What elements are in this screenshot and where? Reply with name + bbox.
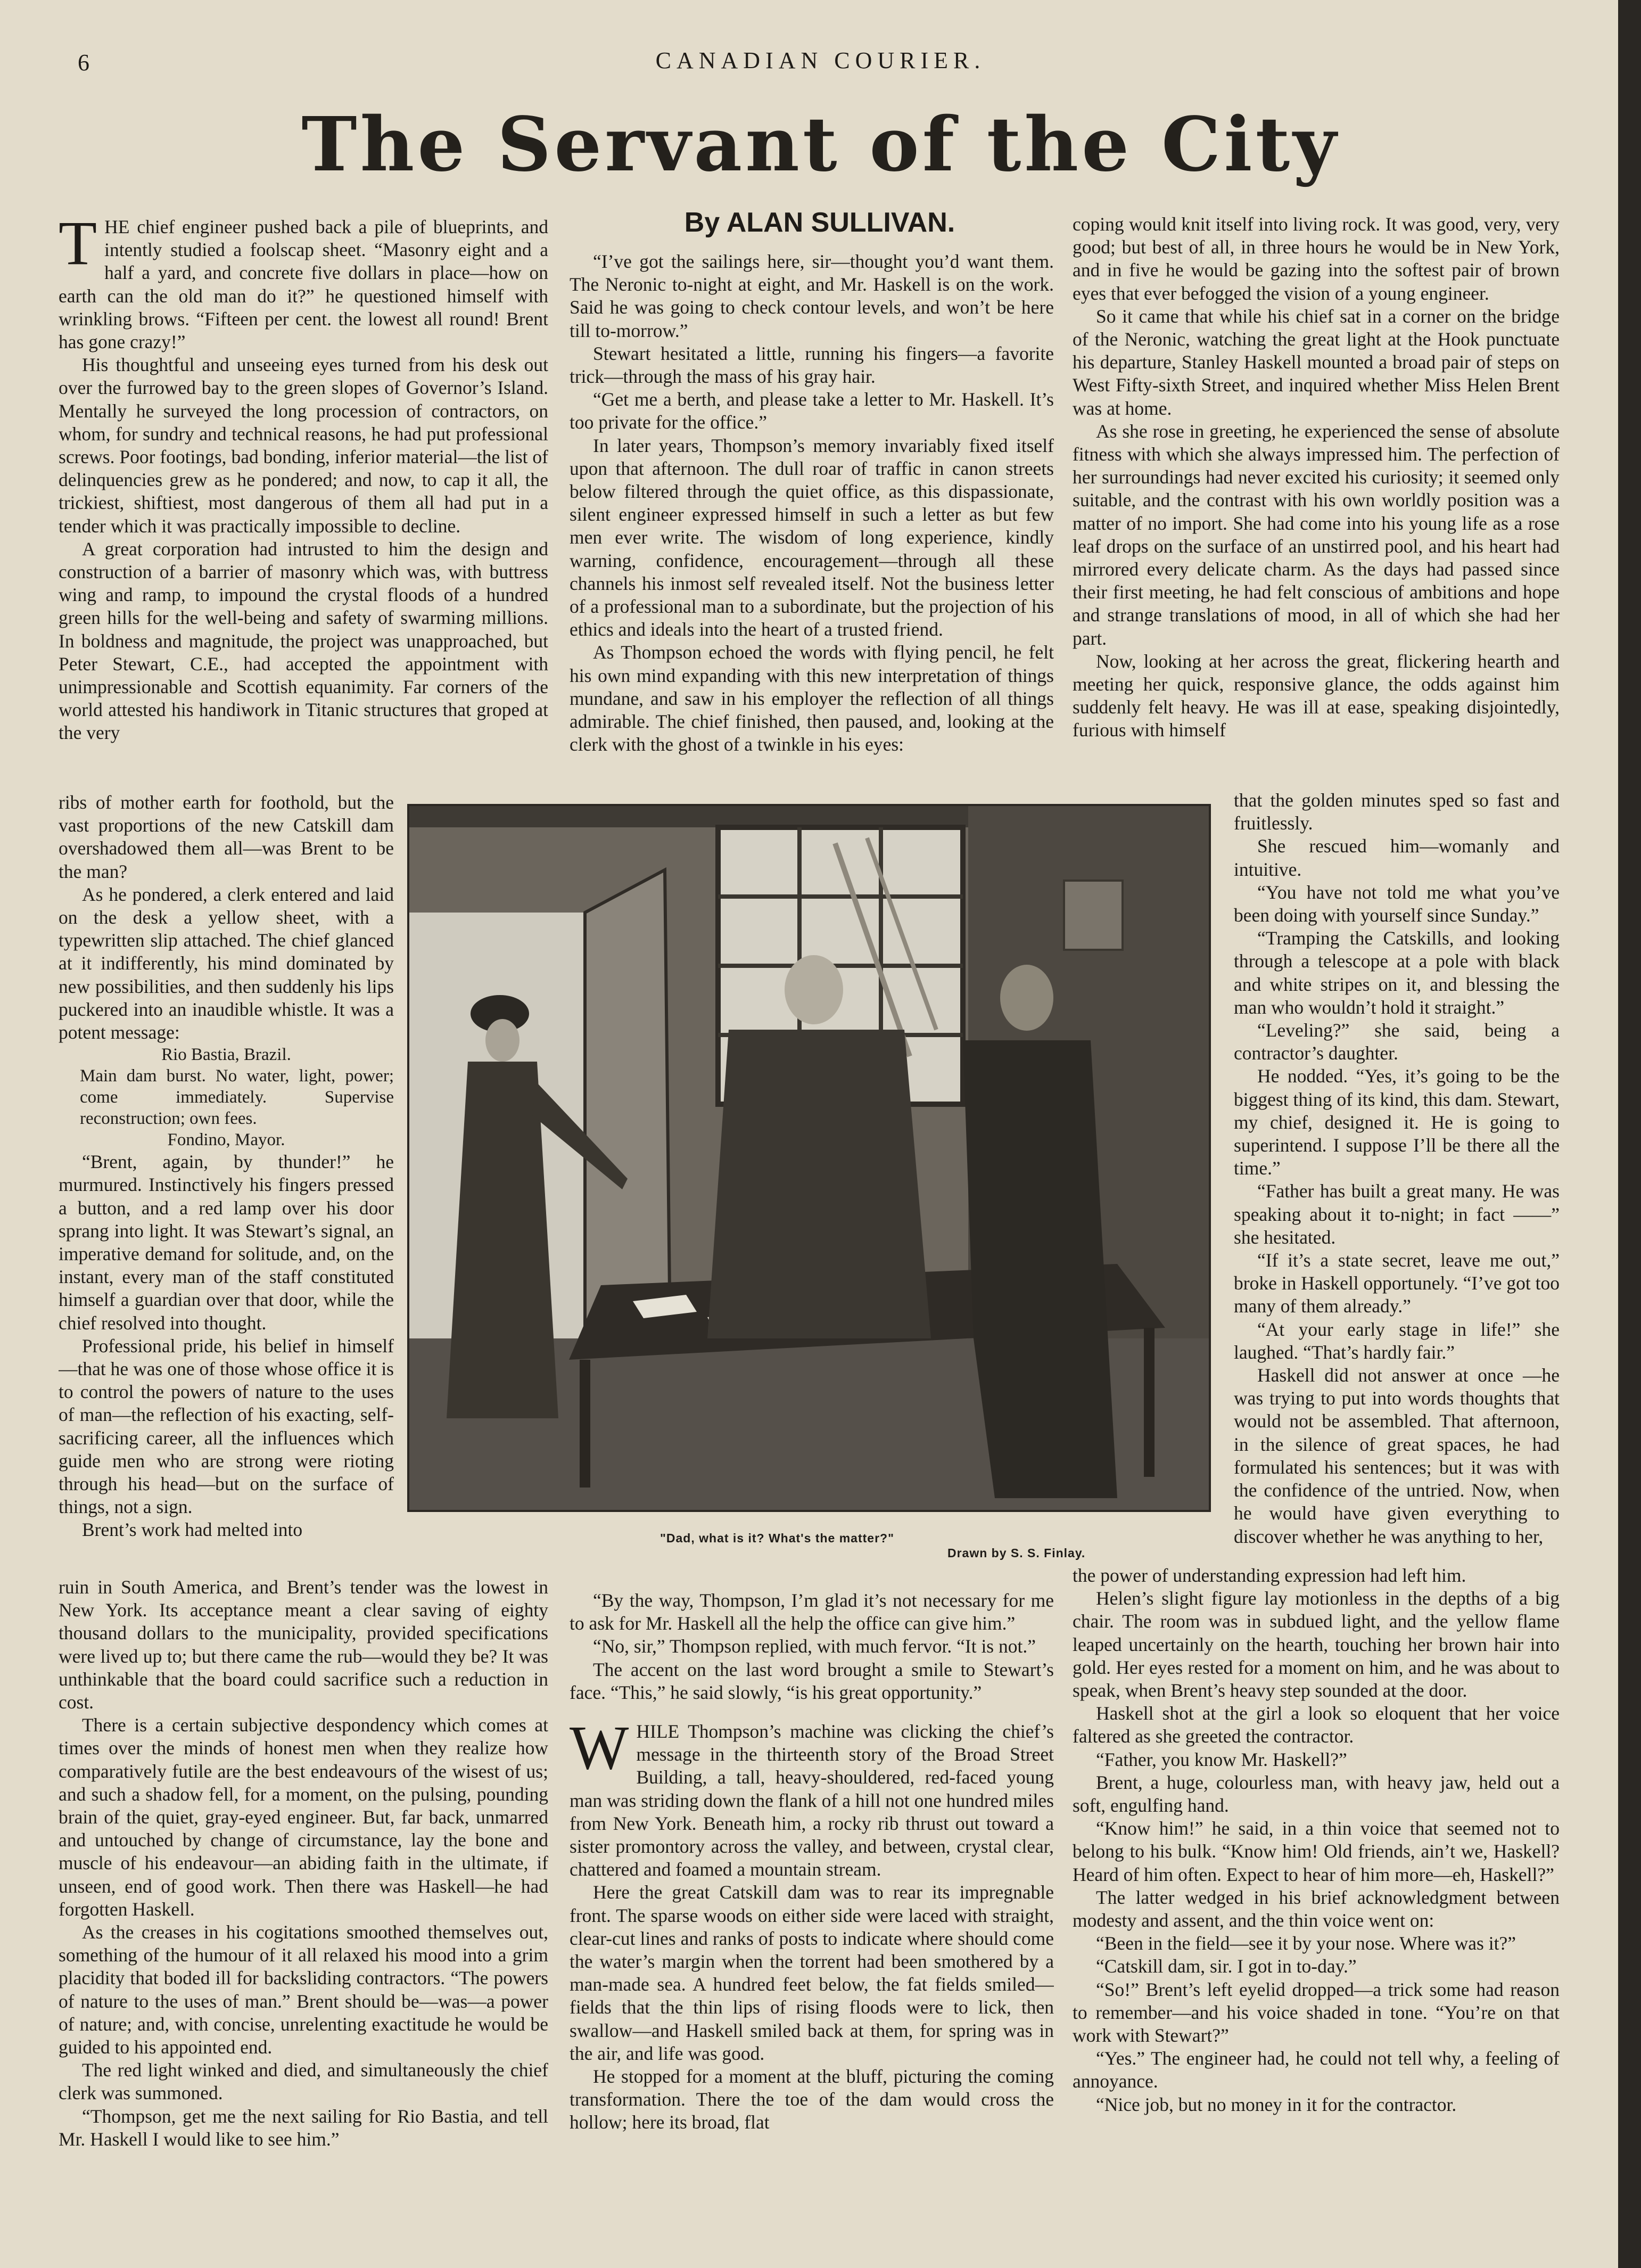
column-2-top: [570, 250, 1054, 809]
paragraph: Haskell did not answer at once —he was trying to put into words thoughts that would not be assembled. That afternoon, in the silence of great spaces, he had formulated his sentences; but it was with the confidence of the untried. Now, when he would have given everything to discover whether he was anything to her,: [1234, 1365, 1560, 1547]
article-title: The Servant of the City: [301, 101, 1340, 188]
paragraph: So it came that while his chief sat in a corner on the bridge of the Neronic, watching the great light at the Hook punctuate his departure, Stanley Haskell mounted a broad pair of steps on West Fifty-sixth Street, and inquired whether Miss Helen Brent was at home.: [1073, 305, 1560, 419]
paragraph: “By the way, Thompson, I’m glad it’s not necessary for me to ask for Mr. Haskell all the help the office can give him.”: [570, 1590, 1054, 1634]
paragraph: He nodded. “Yes, it’s going to be the biggest thing of its kind, this dam. Stewart, my chief, designed it. He is going to superintend. I suppose I’ll be there all the time.”: [1234, 1065, 1560, 1179]
paragraph: WHILE Thompson’s machine was clicking the chief’s message in the thirteenth story of the Broad Street Building, a tall, heavy-shouldered, red-faced young man was striding down the flank of a hill not one hundred miles from New York. Beneath him, a rocky rib thrust out toward a sister promontory across the valley, and between, crystal clear, chattered and foamed a mountain stream.: [570, 1713, 1054, 1880]
paragraph: As Thompson echoed the words with flying pencil, he felt his own mind expanding with this new interpretation of things mundane, and saw in his employer the reflection of all things admirable. The chief finished, then paused, and, looking at the clerk with the ghost of a twinkle in his eyes:: [570, 642, 1054, 755]
column-3-top: [1073, 213, 1560, 788]
paragraph: “Nice job, but no money in it for the contractor.: [1096, 2093, 1457, 2115]
paragraph: “Thompson, get me the next sailing for Rio Bastia, and tell Mr. Haskell I would like to see him.”: [59, 2105, 548, 2150]
column-1-bottom: [59, 1576, 548, 2177]
paragraph: Brent, a huge, colourless man, with heavy jaw, held out a soft, engulfing hand.: [1073, 1771, 1560, 1817]
paragraph: “No, sir,” Thompson replied, with much fervor. “It is not.”: [593, 1636, 1036, 1657]
paragraph: As the creases in his cogitations smoothed themselves out, something of the humour of it all relaxed his mood into a grim placidity that boded ill for backsliding contractors. “The powers of nature to the uses of man.” Brent should be—was—a power of nature; and, with concise, unrelenting exactitude he would be guided to his appointed end.: [59, 1921, 548, 2058]
paragraph: “I’ve got the sailings here, sir—thought you’d want them. The Neronic to-night at eight, and Mr. Haskell is on the work. Said he was going to check contour levels, and won’t be here till to-morrow.”: [570, 251, 1054, 341]
paragraph: coping would knit itself into living rock. It was good, very, very good; but best of all, in three hours he would be in New York, and in five he would be gazing into the softest pair of brown eyes that ever befogged the vision of a young engineer.: [1073, 213, 1560, 304]
paragraph: There is a certain subjective despondency which comes at times over the minds of honest men when they realize how comparatively futile are the best endeavours of the wisest of us; and such a shadow fell, for a moment, on the pulsing, pounding brain of the quiet, gray-eyed engineer. But, far back, unmarred and untouched by change of circumstance, lay the bone and muscle of his endeavour—an abiding faith in the ultimate, if unseen, end of good work. Then there was Haskell—he had forgotten Haskell.: [59, 1714, 548, 1920]
column-1-top: [59, 216, 548, 791]
paragraph: that the golden minutes sped so fast and fruitlessly.: [1234, 790, 1560, 834]
running-head: CANADIAN COURIER.: [655, 47, 986, 73]
paragraph: “Get me a berth, and please take a letter to Mr. Haskell. It’s too private for the office.”: [570, 389, 1054, 433]
paragraph: As he pondered, a clerk entered and laid on the desk a yellow sheet, with a typewritten slip attached. The chief glanced at it indifferently, his mind dominated by new possibilities, and then suddenly his lips puckered into an inaudible whistle. It was a potent message:: [59, 883, 394, 1043]
column-1-beside-illustration: [59, 791, 394, 1576]
paragraph: Helen’s slight figure lay motionless in the depths of a big chair. The room was in subdued light, and the yellow flame leaped uncertainly on the hearth, touching her brown hair into gold. Her eyes rested for a moment on him, and he was about to speak, when Brent’s heavy step sounded at the door.: [1073, 1588, 1560, 1702]
paragraph: ruin in South America, and Brent’s tender was the lowest in New York. Its acceptance meant a clear saving of eighty thousand dollars to the municipality, provided specifications were lived up to; but there came the rub—would they be? It was unthinkable that the board could sacrifice such a reduction in cost.: [59, 1576, 548, 1713]
paragraph: Professional pride, his belief in himself—that he was one of those whose office it is to control the powers of nature to the uses of man—the reflection of his exacting, self-sacrificing career, all the influences which guide men who are strong were rioting through his head—but on the surface of things, not a sign.: [59, 1335, 394, 1518]
telegram-place: Rio Bastia, Brazil.: [161, 1045, 291, 1065]
paragraph: In later years, Thompson’s memory invariably fixed itself upon that afternoon. The dull roar of traffic in canon streets below filtered through the quiet office, as this dispassionate, silent engineer expressed himself in such a letter as but few men ever write. The wisdom of long experience, kindly warning, confidence, encouragement—through all these channels his inmost self revealed itself. Not the business letter of a professional man to a subordinate, but the projection of his ethics and ideals into the heart of a trusted friend.: [570, 434, 1054, 640]
column-3-bottom: [1073, 1564, 1560, 2176]
illustration-credit: Drawn by S. S. Finlay.: [947, 1546, 1086, 1560]
paragraph: Brent’s work had melted into: [82, 1519, 303, 1541]
paragraph: “Father, you know Mr. Haskell?”: [1096, 1748, 1347, 1770]
telegram-signature: Fondino, Mayor.: [167, 1130, 285, 1150]
paragraph: “You have not told me what you’ve been doing with yourself since Sunday.”: [1234, 881, 1560, 926]
telegram-body: Main dam burst. No water, light, power; come immediately. Supervise reconstruction; own fees.: [80, 1066, 394, 1129]
paragraph: Haskell shot at the girl a look so eloquent that her voice faltered as she greeted the contractor.: [1073, 1703, 1560, 1747]
drop-cap: W: [570, 1713, 629, 1783]
paragraph: His thoughtful and unseeing eyes turned from his desk out over the furrowed bay to the green slopes of Governor’s Island. Mentally he surveyed the long procession of contractors, on whom, for sundry and technical reasons, he had put professional screws. Poor footings, bad bonding, inferior material—the list of delinquencies grew as he pondered; and now, to cap it all, the trickiest, shiftiest, most dangerous of them all had put in a tender which it was practically impossible to decline.: [59, 354, 548, 537]
paragraph: The latter wedged in his brief acknowledgment between modesty and assent, and the thin voice went on:: [1073, 1886, 1560, 1932]
paragraph: “Been in the field—see it by your nose. Where was it?”: [1096, 1933, 1516, 1954]
office-scene-illustration: [409, 806, 1209, 1510]
drop-cap: T: [59, 216, 97, 278]
column-2-bottom: [570, 1589, 1054, 2175]
illustration-caption: "Dad, what is it? What's the matter?": [660, 1531, 894, 1545]
paragraph: “If it’s a state secret, leave me out,” broke in Haskell opportunely. “I’ve got too many of them already.”: [1234, 1250, 1560, 1317]
paragraph: The red light winked and died, and simultaneously the chief clerk was summoned.: [59, 2059, 548, 2104]
paragraph: “Catskill dam, sir. I got in to-day.”: [1096, 1955, 1357, 1977]
paragraph: She rescued him—womanly and intuitive.: [1234, 835, 1560, 880]
illustration: [407, 804, 1211, 1512]
page-number: 6: [78, 50, 89, 76]
paragraph: THE chief engineer pushed back a pile of blueprints, and intently studied a foolscap sheet. “Masonry eight and a half a yard, and concrete five dollars in place—how on earth can the old man do it?” he questioned himself with wrinkling brows. “Fifteen per cent. the lowest all round! Brent has gone crazy!”: [59, 216, 548, 353]
adjacent-page-edge: [1618, 0, 1641, 2268]
paragraph: “Tramping the Catskills, and looking through a telescope at a pole with black and white stripes on it, and blessing the man who wouldn’t hold it straight.”: [1234, 927, 1560, 1018]
paragraph: As she rose in greeting, he experienced the sense of absolute fitness with which she always impressed him. The perfection of her surroundings had never excited his curiosity; it seemed only suitable, and the contrast with his own worldly position was a matter of no import. She had come into his young life as a rose leaf drops on the surface of an unstirred pool, and his heart had mirrored every delicate charm. As the days had passed since their first meeting, he had felt conscious of ambitions and hope and strange translations of mood, in all of which she had her part.: [1073, 420, 1560, 649]
paragraph: “Leveling?” she said, being a contractor’s daughter.: [1234, 1020, 1560, 1064]
paragraph: A great corporation had intrusted to him the design and construction of a barrier of masonry which was, with buttress wing and ramp, to impound the crystal floods of a hundred green hills for the well-being and safety of swarming millions. In boldness and magnitude, the project was unapproached, but Peter Stewart, C.E., had accepted the appointment with unimpressionable and Scottish equanimity. Far corners of the world attested his handiwork in Titanic structures that groped at the very: [59, 538, 548, 744]
paragraph: “At your early stage in life!” she laughed. “That’s hardly fair.”: [1234, 1318, 1560, 1363]
paragraph: Here the great Catskill dam was to rear its impregnable front. The sparse woods on either side were laced with straight, clear-cut lines and ranks of posts to indicate where should come the water’s margin when the torrent had been smothered by a man-made sea. A hundred feet below, the fat fields smiled—fields that the thin lips of rising floods were to lick, then swallow—and Haskell smiled back at them, for spring was in the air, and life was good.: [570, 1881, 1054, 2064]
byline: By ALAN SULLIVAN.: [684, 207, 955, 238]
paragraph: “So!” Brent’s left eyelid dropped—a trick some had reason to remember—and his voice shaded in tone. “You’re on that work with Stewart?”: [1073, 1978, 1560, 2047]
paragraph: “Yes.” The engineer had, he could not tell why, a feeling of annoyance.: [1073, 2048, 1560, 2092]
column-3-beside-illustration: [1234, 789, 1560, 1561]
paragraph: Now, looking at her across the great, flickering hearth and meeting her quick, responsive glance, the odds against him suddenly felt heavy. He was ill at ease, speaking disjointedly, furious with himself: [1073, 650, 1560, 741]
paragraph: ribs of mother earth for foothold, but the vast proportions of the new Catskill dam overshadowed them all—was Brent to be the man?: [59, 792, 394, 882]
paragraph: “Father has built a great many. He was speaking about it to-night; in fact ——” she hesitated.: [1234, 1180, 1560, 1248]
paragraph: Stewart hesitated a little, running his fingers—a favorite trick—through the mass of his gray hair.: [570, 342, 1054, 388]
paragraph: He stopped for a moment at the bluff, picturing the coming transformation. There the toe of the dam would cross the hollow; here its broad, flat: [570, 2066, 1054, 2133]
paragraph: the power of understanding expression had left him.: [1073, 1565, 1466, 1586]
paragraph: The accent on the last word brought a smile to Stewart’s face. “This,” he said slowly, “is his great opportunity.”: [570, 1658, 1054, 1703]
paragraph: “Brent, again, by thunder!” he murmured. Instinctively his fingers pressed a button, and a red lamp over his door sprang into light. It was Stewart’s signal, an imperative demand for solitude, and, on the instant, every man of the staff constituted himself a guardian over that door, while the chief resolved into thought.: [59, 1151, 394, 1334]
paragraph: “Know him!” he said, in a thin voice that seemed not to belong to his bulk. “Know him! Old friends, ain’t we, Haskell? Heard of him often. Expect to hear of him more—eh, Haskell?”: [1073, 1818, 1560, 1885]
